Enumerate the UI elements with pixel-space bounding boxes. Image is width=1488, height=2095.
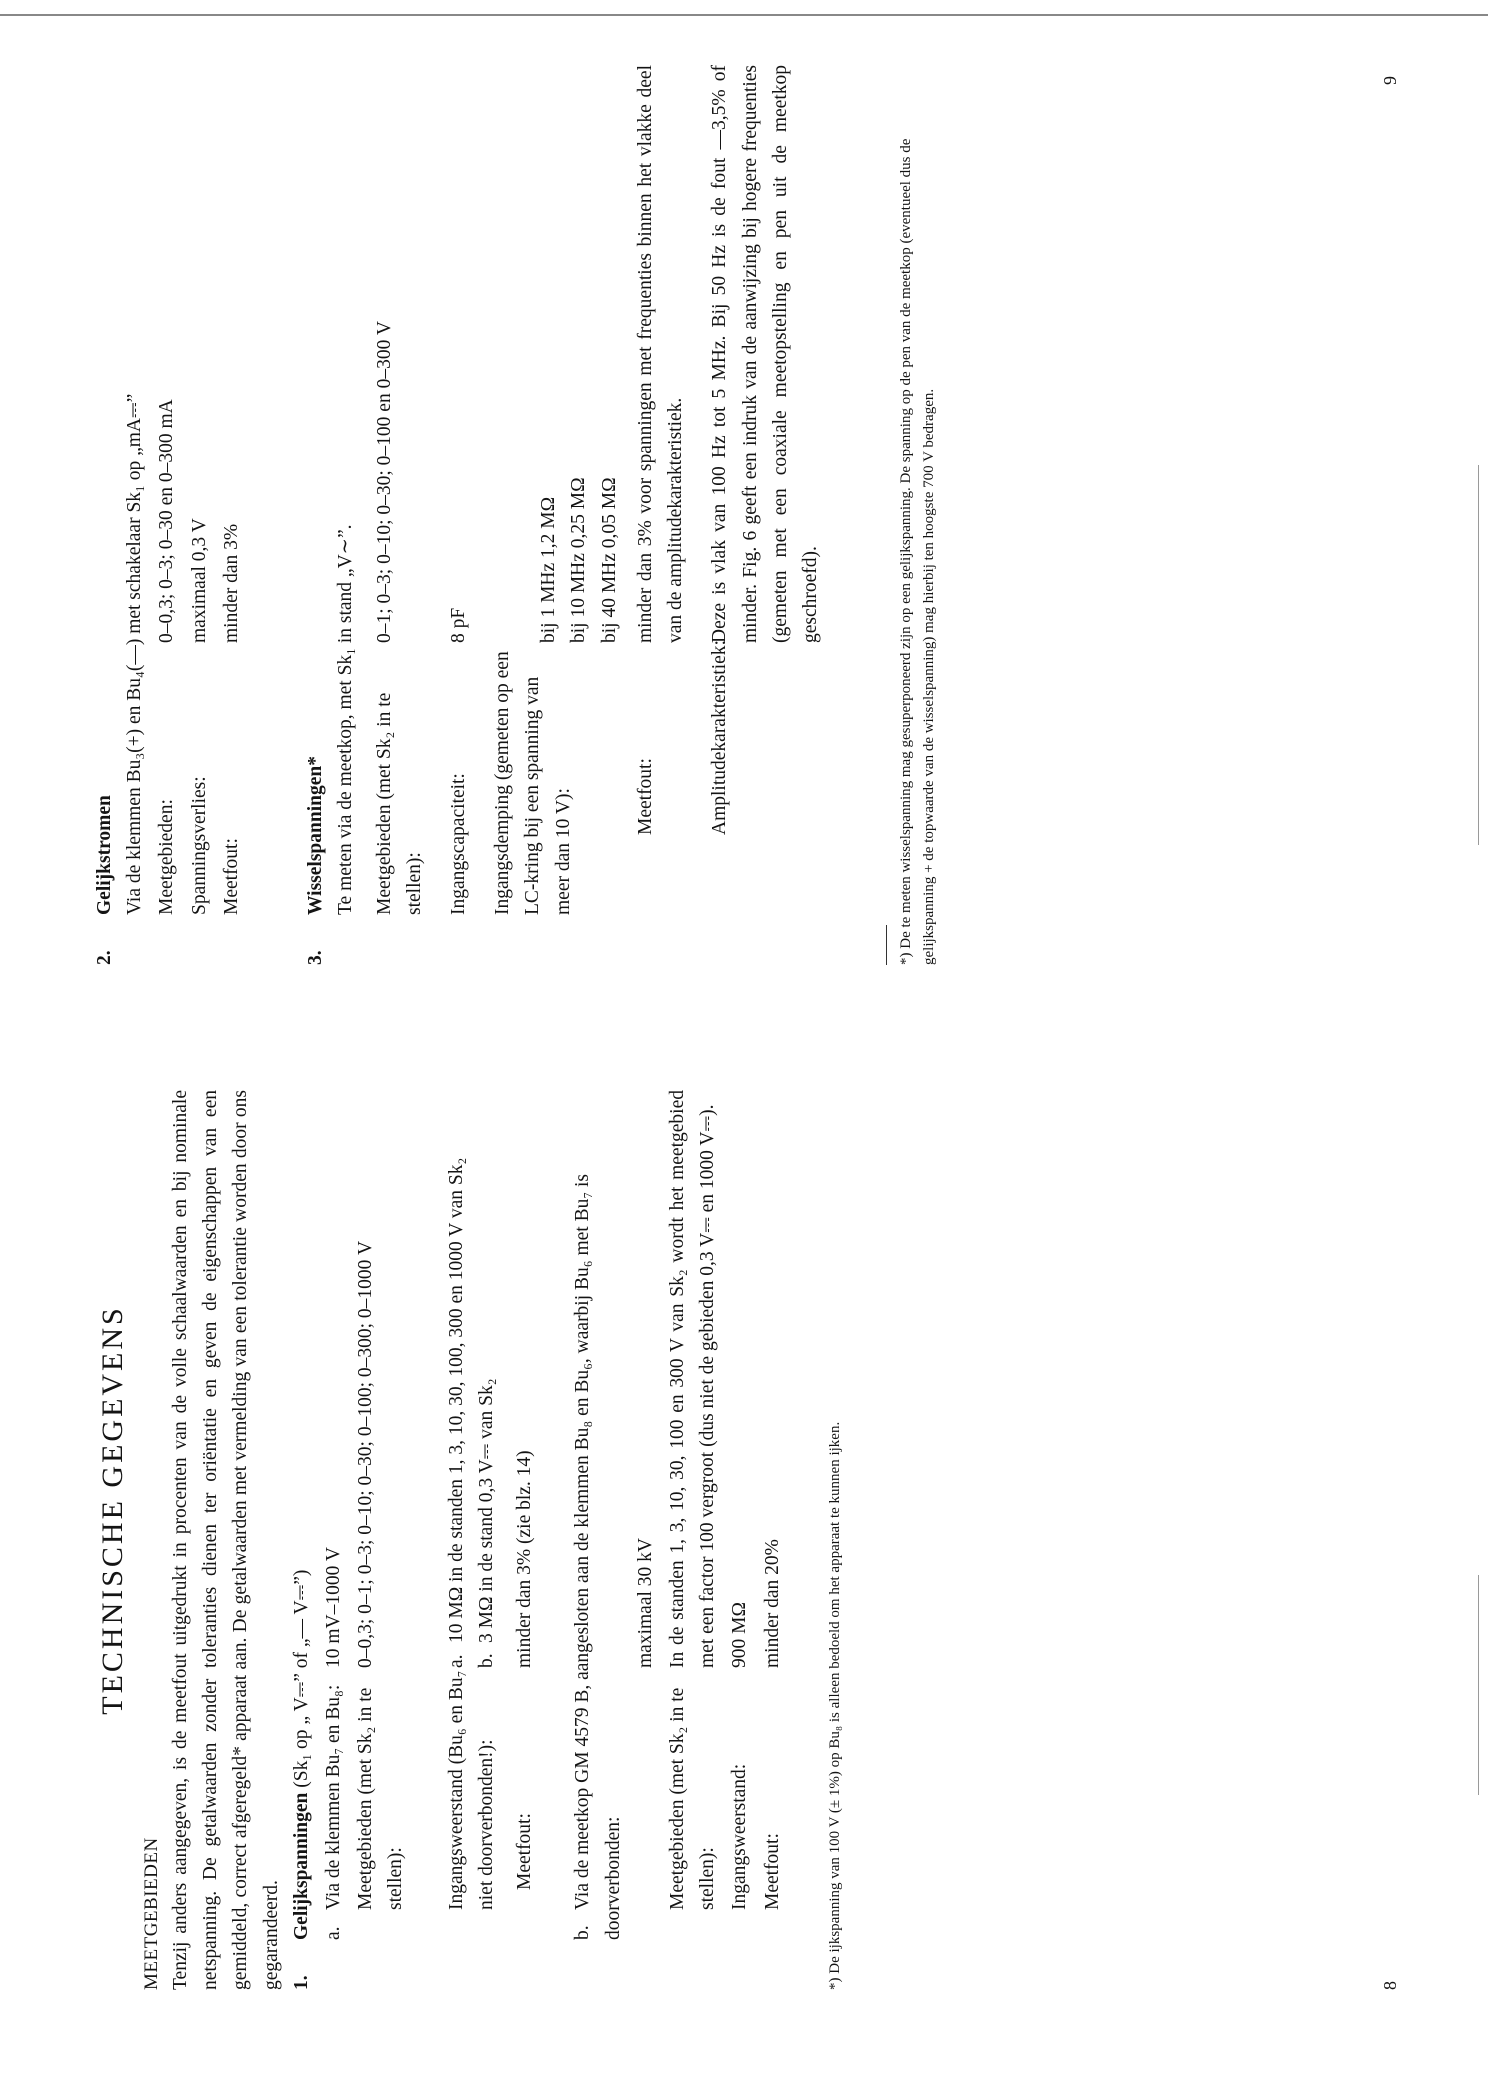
spec-row [510,1090,540,1990]
spec-label: Ingangsweerstand (Bu₆ en Bu₇ niet doorverbonden!): [445,1670,497,1910]
sub-a-label [319,1668,349,1990]
footnote-rule [886,925,887,965]
item-2-heading [90,65,120,965]
spec-value-options [442,1090,502,1668]
spec-row [705,65,826,965]
spec-value: 0–1; 0–3; 0–10; 0–30; 0–100 en 0–300 V [373,321,395,643]
footnote: *) De te meten wisselspanning mag gesuperponeerd zijn op een gelijkspanning. De spanning op de pen van de meetkop (eventueel dus de gelijkspanning + de topwaarde van de wisselspanning) mag hierbij ten hoogste 700 V bedragen. [898,138,937,965]
spec-row [152,65,182,965]
spec-label: Meetfout: [514,1813,536,1890]
spec-label: Meetgebieden (met Sk₂ in te stellen): [355,1687,407,1910]
spec-label: Meetfout: [634,758,656,835]
right-page [90,65,940,965]
footnote: *) De ijkspanning van 100 V (± 1%) op Bu₈ is alleen bedoeld om het apparaat te kunnen ijken. [826,1421,843,1990]
option-row [472,1090,502,1668]
spec-row [488,65,625,965]
page-edge [0,14,1488,16]
footnote-block [824,1090,847,1990]
sub-letter: a. [323,1926,345,1940]
item-lead: Te meten via de meetkop, met Sk₁ in stand „V∼”. [335,524,357,915]
intro-paragraph: Tenzij anders aangegeven, is de meetfout uitgedrukt in procenten van de volle schaalwaarden en bij nominale netspanning. De getalwaarden zonder toleranties dienen ter oriëntatie en geven de eigenschappen van een gemiddeld, correct afgeregeld* apparaat aan. De getalwaarden met vermelding van een tolerantie worden door ons gegarandeerd. [169,1090,282,1990]
spec-row [217,65,247,965]
sub-a-lead [319,1090,349,1990]
item-lead: Via de klemmen Bu₃(+) en Bu₄(—) met schakelaar Sk₁ op „mA⎓” [124,393,146,915]
spec-value: minder dan 3% [220,523,242,643]
damping-value: bij 1 MHz 1,2 MΩ [538,496,560,643]
sub-letter: b. [572,1925,594,1940]
spec-row [185,65,215,965]
spec-value: minder dan 20% [761,1539,783,1668]
option-row [442,1090,472,1668]
page-number-left: 8 [1380,1981,1400,1990]
spec-value-list [488,65,625,643]
page-title: TECHNISCHE GEGEVENS [96,1305,129,1715]
spec-label: Meetgebieden (met Sk₂ in te stellen): [667,1687,719,1910]
scan-dash [1478,1575,1479,1795]
spec-row [663,1090,723,1990]
spec-value: 900 MΩ [729,1602,751,1668]
spec-row [351,1090,411,1990]
item-number: 1. [290,1975,312,1990]
spec-label: Ingangscapaciteit: [447,773,469,915]
left-page [90,1090,846,1990]
spec-value: Deze is vlak van 100 Hz tot 5 MHz. Bij 50 Hz is de fout —3,5% of minder. Fig. 6 geeft een indruk van de aanwijzing bij hogere frequenties (gemeten met een coaxiale meetopstelling en pen uit de meetkop geschroefd). [709,65,821,643]
item-3-heading [301,65,331,965]
spec-row [442,1090,502,1990]
footnote-block [886,65,940,965]
item-title: Gelijkspanningen [290,1792,312,1940]
spec-row [631,1090,661,1990]
spec-value: minder dan 3% voor spanningen met frequenties binnen het vlakke deel van de amplitudekarakteristiek. [634,65,687,643]
spec-label: Amplitudekarakteristiek: [709,640,731,835]
sub-b-lead [568,1090,628,1990]
spec-label: Meetgebieden: [156,799,178,915]
spec-row [725,1090,755,1990]
option-letter: b. [475,1653,497,1668]
spec-value: minder dan 3% (zie blz. 14) [514,1450,536,1668]
spec-label: Meetfout: [761,1833,783,1910]
item-1-heading [287,1090,317,1990]
damping-value: bij 10 MHz 0,25 MΩ [568,477,590,643]
scan-dash [1478,465,1479,845]
spec-row [758,1090,788,1990]
item-number: 3. [305,950,327,965]
sub-lead-value: 10 mV–1000 V [323,1547,345,1668]
spec-label: Ingangsweerstand: [729,1763,751,1910]
spec-label: Spanningsverlies: [188,776,210,915]
item-title: Wisselspanningen* [305,756,327,915]
option-text: 10 MΩ in de standen 1, 3, 10, 30, 100, 300 en 1000 V van Sk₂ [445,1157,467,1643]
sub-lead-value: maximaal 30 kV [634,1538,656,1668]
damping-value: bij 40 MHz 0,05 MΩ [598,477,620,643]
page-number-right: 9 [1380,76,1400,85]
spec-value: 8 pF [447,607,469,643]
option-text: 3 MΩ in de stand 0,3 V⎓ van Sk₂ [475,1378,497,1643]
spec-row [631,65,691,965]
sub-lead-text: Via de meetkop GM 4579 B, aangesloten aan de klemmen Bu₈ en Bu₆, waarbij Bu₆ met Bu₇ is doorverbonden: [572,1173,624,1940]
item-title: Gelijkstromen [94,795,115,915]
spec-value: In de standen 1, 3, 10, 30, 100 en 300 V van Sk₂ wordt het meetgebied met een factor 100 vergroot (dus niet de gebieden 0,3 V⎓ en 1000 V⎓). [667,1090,719,1668]
spec-row [370,65,430,965]
spec-value: 0–0,3; 0–3; 0–30 en 0–300 mA [156,399,178,643]
item-title-note: (Sk₁ op „ V⎓” of „— V⎓”) [290,1569,312,1788]
section-heading: MEETGEBIEDEN [140,1837,162,1990]
spec-label: Meetgebieden (met Sk₂ in te stellen): [373,692,425,915]
option-letter: a. [445,1654,467,1668]
spec-label: Meetfout: [220,838,242,915]
spec-value: maximaal 0,3 V [188,518,210,643]
spec-value: 0–0,3; 0–1; 0–3; 0–10; 0–30; 0–100; 0–300; 0–1000 V [355,1240,377,1668]
spec-row [444,65,474,965]
sub-lead-text: Via de klemmen Bu₇ en Bu₈: [323,1684,345,1910]
item-number: 2. [94,950,115,965]
spec-label: Ingangsdemping (gemeten op een LC-kring bij een spanning van meer dan 10 V): [492,651,574,915]
